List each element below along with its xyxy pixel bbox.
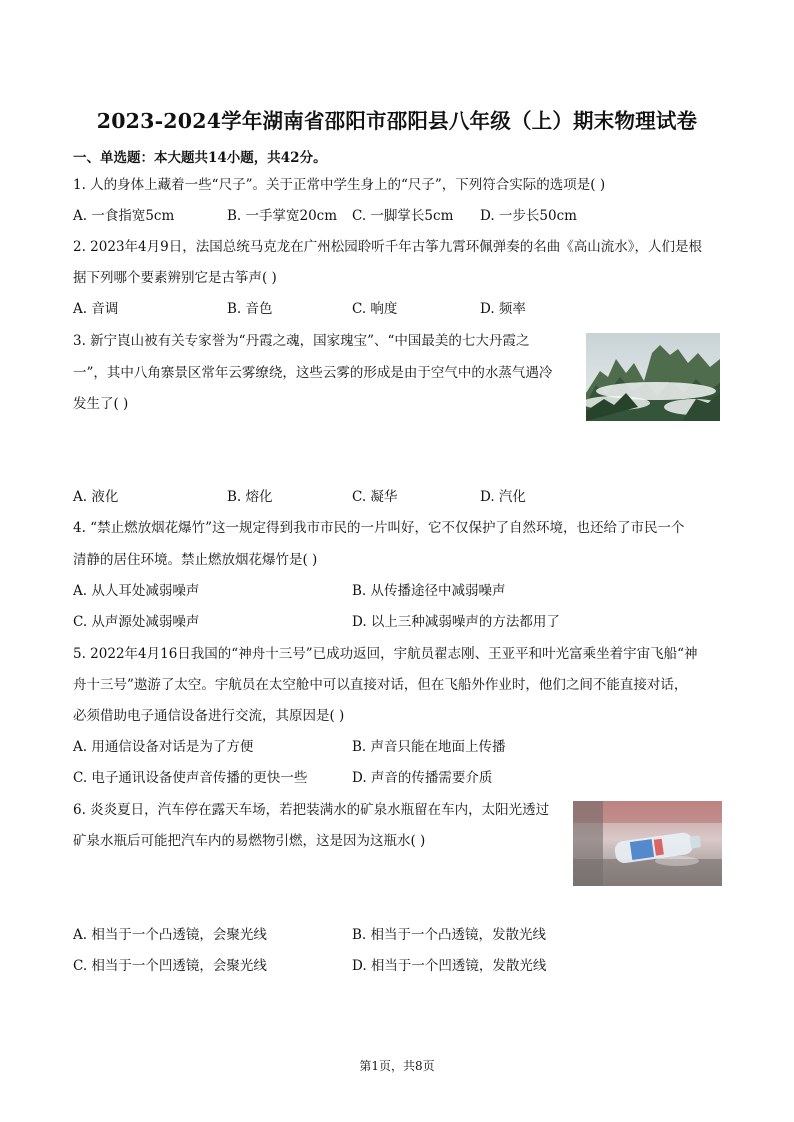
q6-stem-line2: 矿泉水瓶后可能把汽车内的易燃物引燃，这是因为这瓶水( ) <box>73 833 426 849</box>
q1-option-c: C. 一脚掌长5cm <box>352 208 454 224</box>
q4-option-c: C. 从声源处减弱噪声 <box>73 614 200 630</box>
q2-option-d: D. 频率 <box>480 301 526 317</box>
q3-option-d: D. 汽化 <box>480 489 526 505</box>
q5-option-c: C. 电子通讯设备使声音传播的更快一些 <box>73 770 308 786</box>
q4-option-a: A. 从人耳处减弱噪声 <box>73 583 200 599</box>
q1-option-d: D. 一步长50cm <box>480 208 577 224</box>
page-footer: 第1页，共8页 <box>359 1059 435 1073</box>
q5-stem-line2: 舟十三号”遨游了太空。宇航员在太空舱中可以直接对话，但在飞船外作业时，他们之间不能直接对话， <box>73 677 688 693</box>
q6-option-c: C. 相当于一个凹透镜，会聚光线 <box>73 958 267 974</box>
q1-stem: 1. 人的身体上藏着一些“尺子”。关于正常中学生身上的“尺子”，下列符合实际的选项是( ) <box>73 177 606 193</box>
mountain-photo-graphic <box>586 333 720 421</box>
q5-stem-line1: 5. 2022年4月16日我国的“神舟十三号”已成功返回，宇航员翟志刚、王亚平和叶光富乘坐着宇宙飞船“神 <box>73 646 698 662</box>
q3-option-a: A. 液化 <box>73 489 119 505</box>
q3-stem-line2: 一”，其中八角寨景区常年云雾缭绕，这些云雾的形成是由于空气中的水蒸气遇冷 <box>73 365 553 381</box>
q5-option-d: D. 声音的传播需要介质 <box>352 770 493 786</box>
q1-option-a: A. 一食指宽5cm <box>73 208 175 224</box>
q2-option-b: B. 音色 <box>227 301 273 317</box>
q5-stem-line3: 必须借助电子通信设备进行交流，其原因是( ) <box>73 708 345 724</box>
q5-option-b: B. 声音只能在地面上传播 <box>352 739 506 755</box>
q2-option-c: C. 响度 <box>352 301 398 317</box>
q3-option-b: B. 熔化 <box>227 489 273 505</box>
q4-stem-line2: 清静的居住环境。禁止燃放烟花爆竹是( ) <box>73 552 318 568</box>
section-heading: 一、单选题：本大题共14小题，共42分。 <box>73 150 327 166</box>
q3-stem-line3: 发生了( ) <box>73 396 129 412</box>
q1-option-b: B. 一手掌宽20cm <box>227 208 338 224</box>
q4-stem-line1: 4. “禁止燃放烟花爆竹”这一规定得到我市市民的一片叫好，它不仅保护了自然环境，也还给了市民一个 <box>73 520 685 536</box>
q6-option-d: D. 相当于一个凹透镜，发散光线 <box>352 958 547 974</box>
q2-option-a: A. 音调 <box>73 301 119 317</box>
q4-option-d: D. 以上三种减弱噪声的方法都用了 <box>352 614 560 630</box>
q2-stem-line1: 2. 2023年4月9日，法国总统马克龙在广州松园聆听千年古筝九霄环佩弹奏的名曲《高山流水》，人们是根 <box>73 239 702 255</box>
q2-stem-line2: 据下列哪个要素辨别它是古筝声( ) <box>73 270 277 286</box>
water-bottle-photo-graphic <box>573 801 722 886</box>
q6-option-a: A. 相当于一个凸透镜，会聚光线 <box>73 927 267 943</box>
exam-title: 2023-2024学年湖南省邵阳市邵阳县八年级（上）期末物理试卷 <box>96 109 698 133</box>
q5-option-a: A. 用通信设备对话是为了方便 <box>73 739 254 755</box>
q3-stem-line1: 3. 新宁崀山被有关专家誉为“丹霞之魂，国家瑰宝”、“中国最美的七大丹霞之 <box>73 333 530 349</box>
q6-option-b: B. 相当于一个凸透镜，发散光线 <box>352 927 547 943</box>
q4-option-b: B. 从传播途径中减弱噪声 <box>352 583 506 599</box>
water-bottle-photo <box>573 801 722 886</box>
q6-stem-line1: 6. 炎炎夏日，汽车停在露天车场，若把装满水的矿泉水瓶留在车内，太阳光透过 <box>73 802 550 818</box>
q3-option-c: C. 凝华 <box>352 489 398 505</box>
mountain-photo <box>586 333 720 421</box>
